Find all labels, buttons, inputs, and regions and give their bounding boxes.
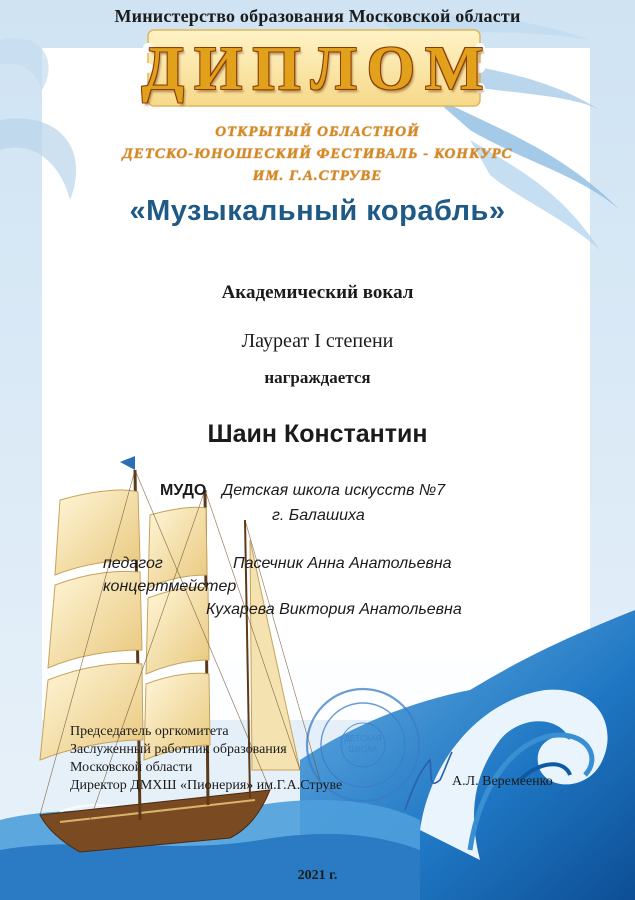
signer-name: А.Л. Веремеенко: [452, 774, 553, 789]
svg-text:ШКОЛА: ШКОЛА: [348, 745, 378, 754]
school-city: г. Балашиха: [272, 507, 365, 524]
school-abbreviation: МУДО: [160, 482, 207, 499]
accompanist-label: концертмейстер: [103, 578, 237, 595]
nomination: Академический вокал: [221, 282, 414, 303]
signatory-title-4: Директор ДМХШ «Пионерия» им.Г.А.Струве: [70, 778, 343, 793]
festival-line-2: ДЕТСКО-ЮНОШЕСКИЙ ФЕСТИВАЛЬ - КОНКУРС: [122, 146, 513, 162]
festival-line-1: ОТКРЫТЫЙ ОБЛАСТНОЙ: [215, 124, 420, 140]
teacher-label: педагог: [103, 555, 163, 572]
award-degree: Лауреат I степени: [241, 330, 394, 352]
laureate-name: Шаин Константин: [207, 420, 428, 448]
teacher-name: Пасечник Анна Анатольевна: [233, 555, 452, 572]
ministry-heading: Министерство образования Московской области: [114, 6, 521, 26]
festival-name: «Музыкальный корабль»: [129, 195, 506, 227]
diploma-title: ДИПЛОМ: [141, 35, 494, 103]
issue-year: 2021 г.: [297, 868, 338, 883]
signatory-title-3: Московской области: [70, 760, 193, 775]
svg-text:ДЕТСКАЯ: ДЕТСКАЯ: [344, 734, 382, 743]
awarded-label: награждается: [264, 368, 371, 387]
school-name: Детская школа искусств №7: [222, 482, 446, 499]
signatory-title-2: Заслуженный работник образования: [70, 742, 287, 757]
signatory-title-1: Председатель оргкомитета: [70, 724, 229, 739]
accompanist-name: Кухарева Виктория Анатольевна: [206, 601, 462, 618]
festival-line-3: ИМ. Г.А.СТРУВЕ: [252, 168, 383, 184]
